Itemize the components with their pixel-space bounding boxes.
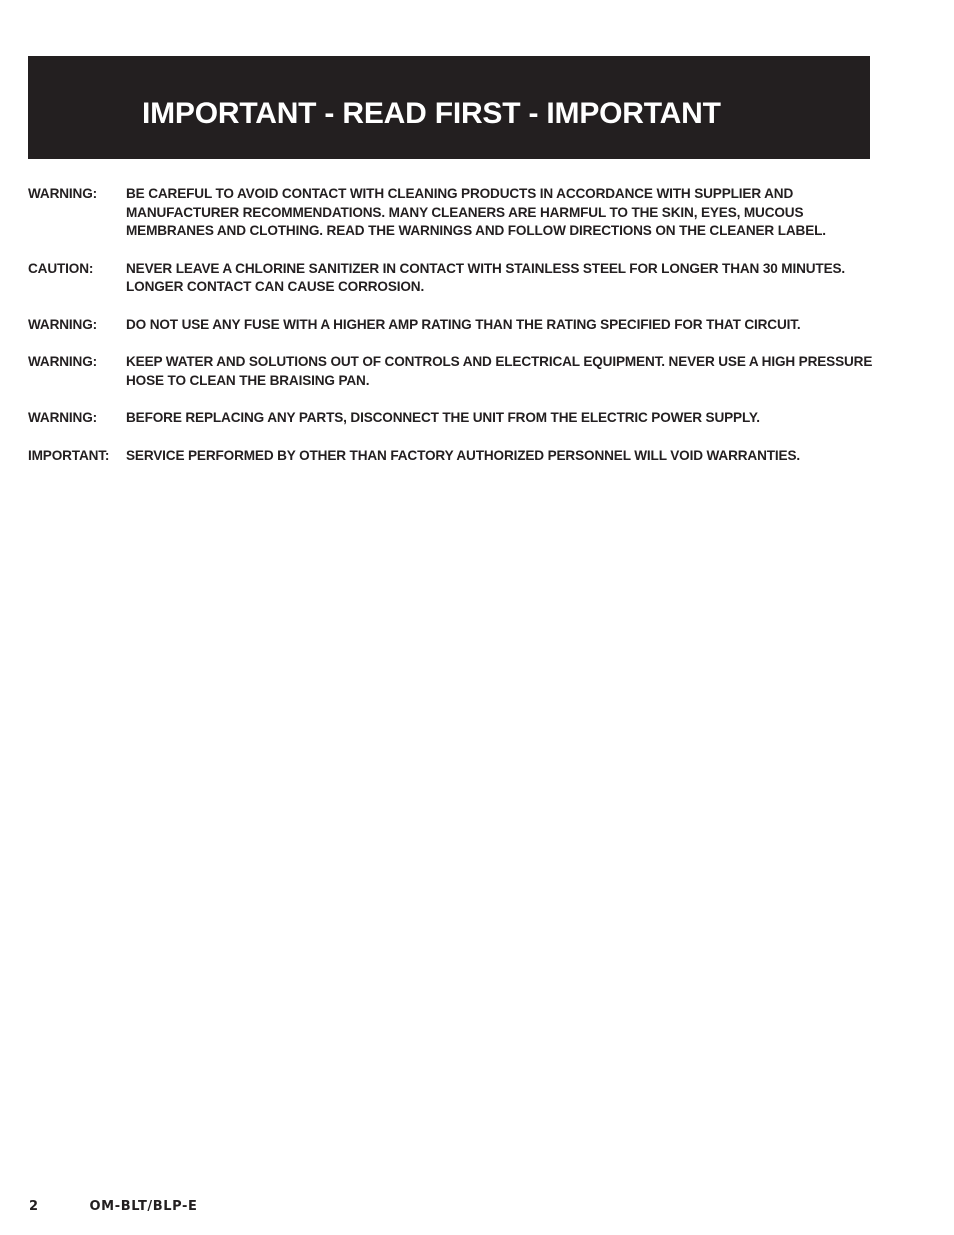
notice-text: BEFORE REPLACING ANY PARTS, DISCONNECT THE UNIT FROM THE ELECTRIC POWER SUPPLY. <box>126 410 760 425</box>
notice-label: WARNING: <box>28 316 98 332</box>
notice-text: KEEP WATER AND SOLUTIONS OUT OF CONTROLS AND ELECTRICAL EQUIPMENT. NEVER USE A HIGH PRESSURE HOSE TO CLEAN THE BRAISING PAN. <box>126 354 873 388</box>
notice-item <box>28 260 878 297</box>
notice-item <box>28 316 878 335</box>
page-number: 2 <box>29 1199 39 1214</box>
header-banner <box>28 56 870 159</box>
notice-list <box>28 185 878 484</box>
notice-item <box>28 447 878 466</box>
notice-label: WARNING: <box>28 186 98 201</box>
notice-label: IMPORTANT: <box>28 447 110 463</box>
notice-text: DO NOT USE ANY FUSE WITH A HIGHER AMP RATING THAN THE RATING SPECIFIED FOR THAT CIRCUIT. <box>126 316 801 332</box>
notice-text: SERVICE PERFORMED BY OTHER THAN FACTORY AUTHORIZED PERSONNEL WILL VOID WARRANTIES. <box>126 447 800 463</box>
notice-item <box>28 353 878 390</box>
notice-label: CAUTION: <box>28 260 94 276</box>
document-code: OM-BLT/BLP-E <box>89 1199 198 1214</box>
notice-text: NEVER LEAVE A CHLORINE SANITIZER IN CONTACT WITH STAINLESS STEEL FOR LONGER THAN 30 MINUTES. LONGER CONTACT CAN CAUSE CORROSION. <box>126 260 846 294</box>
notice-text: BE CAREFUL TO AVOID CONTACT WITH CLEANING PRODUCTS IN ACCORDANCE WITH SUPPLIER AND MANUFACTURER RECOMMENDATIONS. MANY CLEANERS ARE HARMFUL TO THE SKIN, EYES, MUCOUS MEMBRANES AND CLOTHING. READ THE WARNINGS AND FOLLOW DIRECTIONS ON THE CLEANER LABEL. <box>126 186 826 238</box>
notice-item <box>28 409 878 428</box>
page-footer <box>29 1198 198 1215</box>
notice-label: WARNING: <box>28 410 98 425</box>
notice-label: WARNING: <box>28 354 98 369</box>
notice-item <box>28 185 878 241</box>
page-title: IMPORTANT - READ FIRST - IMPORTANT <box>142 97 721 130</box>
